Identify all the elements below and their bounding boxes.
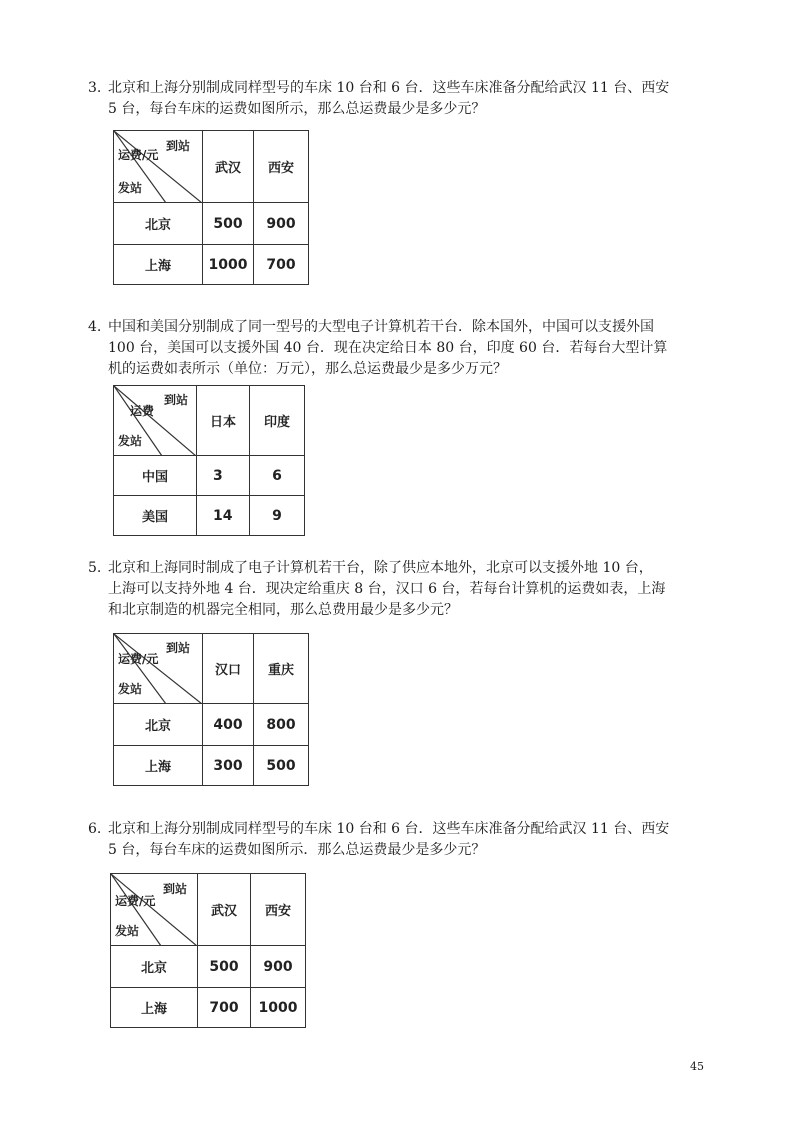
cost-cell: 400	[203, 704, 254, 746]
cost-cell: 1000	[251, 988, 306, 1028]
corner-label-departure: 发站	[118, 181, 143, 195]
cost-cell: 500	[203, 203, 254, 245]
cost-cell: 500	[198, 946, 251, 988]
corner-label-arrival: 到站	[164, 393, 189, 407]
problem-4-number: 4.	[88, 319, 102, 335]
problem-6-line-2: 5 台，每台车床的运费如图所示．那么总运费最少是多少元？	[108, 842, 486, 858]
cost-cell: 900	[254, 203, 309, 245]
cost-cell: 300	[203, 746, 254, 786]
problem-6-table	[110, 873, 306, 1028]
problem-3-number: 3.	[88, 80, 102, 96]
table-corner-cell	[111, 874, 198, 946]
problem-6-line-1: 北京和上海分别制成同样型号的车床 10 台和 6 台．这些车床准备分配给武汉 11 台、西安	[108, 821, 670, 837]
problem-4-line-2: 100 台，美国可以支援外国 40 台．现在决定给日本 80 台，印度 60 台．若每台大型计算	[108, 340, 668, 356]
problem-3-table	[113, 130, 309, 285]
problem-4-line-1: 中国和美国分别制成了同一型号的大型电子计算机若干台．除本国外，中国可以支援外国	[108, 319, 654, 335]
column-header: 西安	[251, 874, 306, 946]
corner-label-arrival: 到站	[163, 882, 188, 896]
cost-cell: 3	[197, 456, 250, 496]
table-corner-cell	[114, 386, 197, 456]
problem-4-table	[113, 385, 305, 536]
column-header: 印度	[250, 386, 305, 456]
column-header: 西安	[254, 131, 309, 203]
problem-3	[88, 78, 708, 120]
cost-cell: 700	[198, 988, 251, 1028]
problem-3-line-1: 北京和上海分别制成同样型号的车床 10 台和 6 台．这些车床准备分配给武汉 11 台、西安	[108, 80, 670, 96]
row-header: 上海	[114, 245, 203, 285]
cost-cell: 14	[197, 496, 250, 536]
problem-5-number: 5.	[88, 560, 102, 576]
cost-cell: 900	[251, 946, 306, 988]
problem-6	[88, 819, 708, 861]
cost-cell: 1000	[203, 245, 254, 285]
column-header: 武汉	[198, 874, 251, 946]
problem-3-line-2: 5 台，每台车床的运费如图所示，那么总运费最少是多少元？	[108, 101, 486, 117]
corner-label-departure: 发站	[115, 924, 140, 938]
corner-label-departure: 发站	[118, 682, 143, 696]
row-header: 上海	[111, 988, 198, 1028]
cost-cell: 800	[254, 704, 309, 746]
problem-4-text	[88, 317, 708, 380]
page-number: 45	[690, 1060, 704, 1073]
cost-cell: 500	[254, 746, 309, 786]
problem-5-line-1: 北京和上海同时制成了电子计算机若干台，除了供应本地外，北京可以支援外地 10 台，	[108, 560, 653, 576]
row-header: 中国	[114, 456, 197, 496]
corner-label-departure: 发站	[118, 434, 143, 448]
corner-label-cost: 运费/元	[115, 894, 156, 908]
cost-cell: 700	[254, 245, 309, 285]
row-header: 北京	[111, 946, 198, 988]
cost-cell: 6	[250, 456, 305, 496]
problem-5-line-3: 和北京制造的机器完全相同，那么总费用最少是多少元？	[108, 602, 458, 618]
row-header: 北京	[114, 704, 203, 746]
corner-label-arrival: 到站	[166, 139, 191, 153]
corner-label-cost: 运费/元	[118, 148, 159, 162]
cost-cell: 9	[250, 496, 305, 536]
row-header: 上海	[114, 746, 203, 786]
column-header: 日本	[197, 386, 250, 456]
column-header: 武汉	[203, 131, 254, 203]
problem-5-table	[113, 633, 309, 786]
row-header: 北京	[114, 203, 203, 245]
problem-6-text	[88, 819, 708, 861]
table-corner-cell	[114, 634, 203, 704]
row-header: 美国	[114, 496, 197, 536]
column-header: 汉口	[203, 634, 254, 704]
column-header: 重庆	[254, 634, 309, 704]
problem-6-number: 6.	[88, 821, 102, 837]
problem-3-text	[88, 78, 708, 120]
problem-5-line-2: 上海可以支持外地 4 台．现决定给重庆 8 台，汉口 6 台，若每台计算机的运费如表，上海	[108, 581, 666, 597]
table-corner-cell	[114, 131, 203, 203]
corner-label-cost: 运费	[130, 404, 155, 418]
problem-5-text	[88, 558, 708, 621]
problem-4-line-3: 机的运费如表所示（单位：万元），那么总运费最少是多少万元？	[108, 361, 507, 377]
corner-label-cost: 运费/元	[118, 652, 159, 666]
problem-4	[88, 317, 708, 380]
problem-5	[88, 558, 708, 621]
corner-label-arrival: 到站	[166, 641, 191, 655]
